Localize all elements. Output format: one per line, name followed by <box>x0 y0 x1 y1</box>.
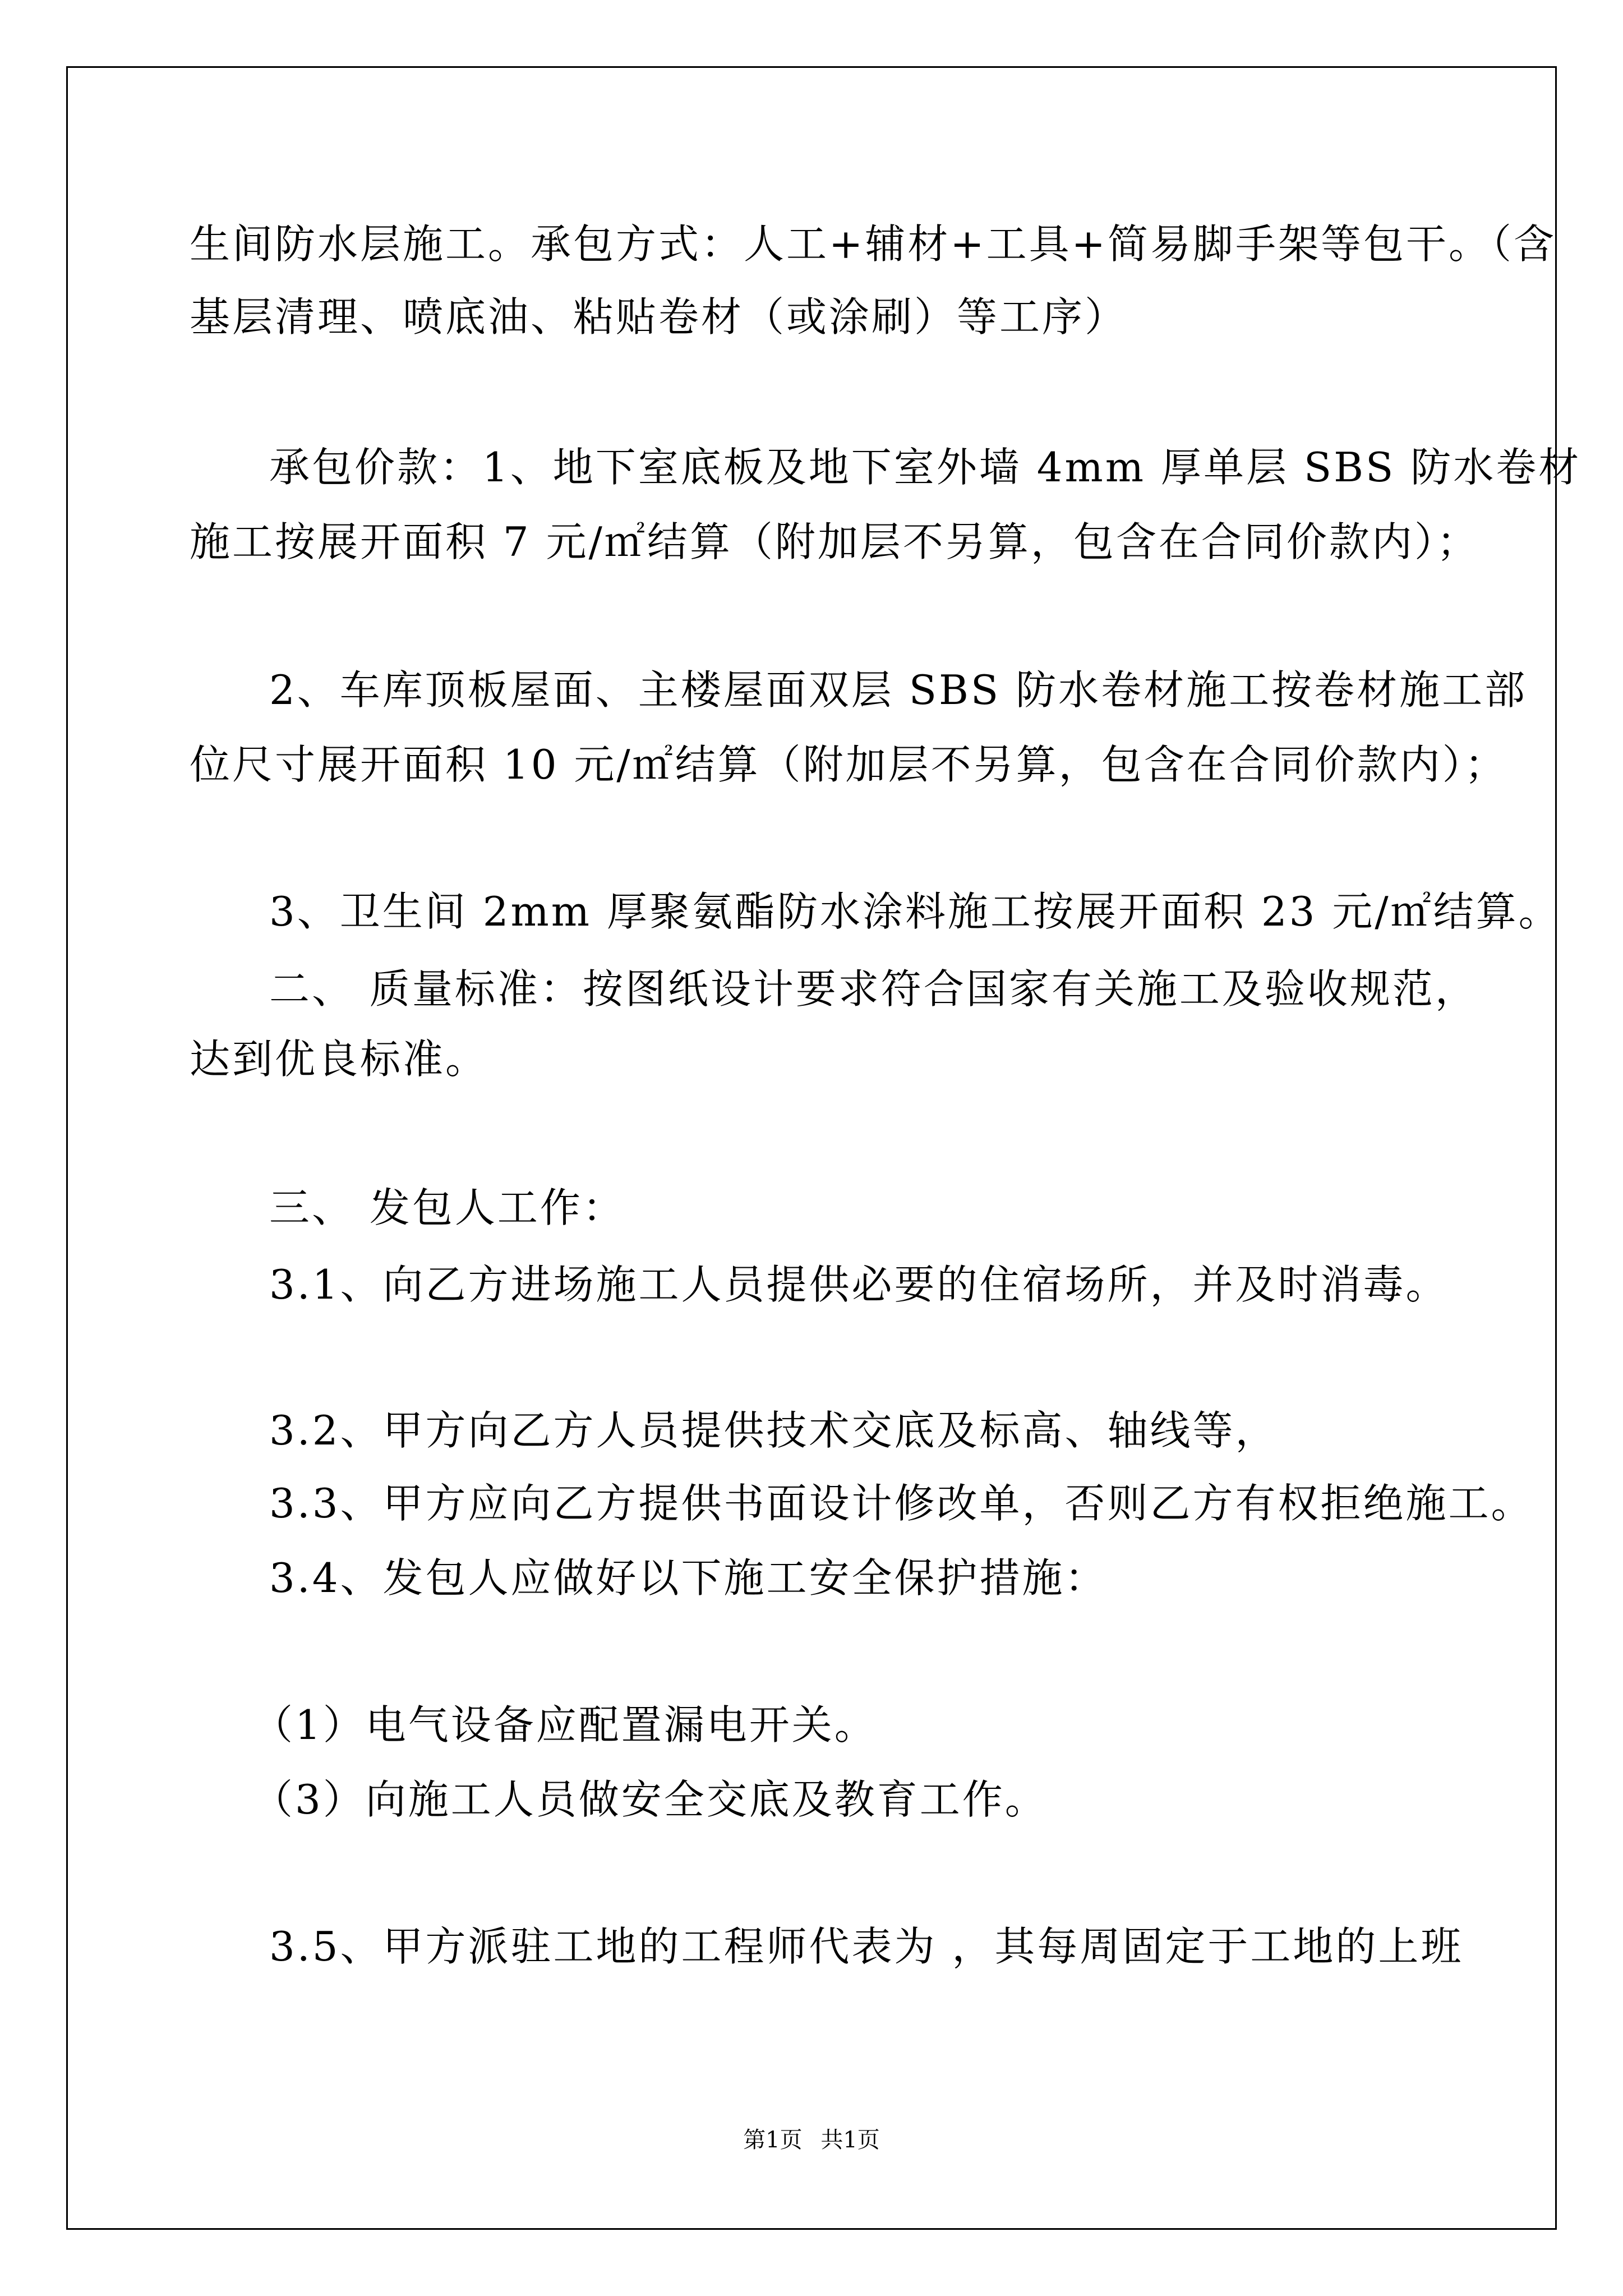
text-line: 3.5、甲方派驻工地的工程师代表为 ，其每周固定于工地的上班 <box>269 1923 1464 1970</box>
text-line: 2、车库顶板屋面、主楼屋面双层 SBS 防水卷材施工按卷材施工部 <box>269 666 1528 714</box>
text-line: 达到优良标准。 <box>190 1036 488 1083</box>
page-total: 共1页 <box>820 2127 880 2153</box>
text-line: （1）电气设备应配置漏电开关。 <box>252 1701 877 1749</box>
text-line: 二、 质量标准：按图纸设计要求符合国家有关施工及验收规范， <box>269 965 1478 1013</box>
text-line: 3.2、甲方向乙方人员提供技术交底及标高、轴线等， <box>269 1407 1278 1454</box>
page-border <box>66 66 1557 2230</box>
page-footer <box>0 2123 1623 2157</box>
text-line: 3.4、发包人应做好以下施工安全保护措施： <box>269 1554 1108 1602</box>
text-line: 3、卫生间 2mm 厚聚氨酯防水涂料施工按展开面积 23 元/㎡结算。 <box>269 888 1561 935</box>
text-line: 3.1、向乙方进场施工人员提供必要的住宿场所，并及时消毒。 <box>269 1261 1449 1308</box>
text-line: （3）向施工人员做安全交底及教育工作。 <box>252 1776 1048 1823</box>
text-line: 承包价款：1、地下室底板及地下室外墙 4mm 厚单层 SBS 防水卷材 <box>269 444 1581 491</box>
text-line: 位尺寸展开面积 10 元/㎡结算（附加层不另算，包含在合同价款内）； <box>190 741 1507 788</box>
text-line: 基层清理、喷底油、粘贴卷材（或涂刷）等工序） <box>190 293 1128 341</box>
text-line: 3.3、甲方应向乙方提供书面设计修改单，否则乙方有权拒绝施工。 <box>269 1480 1534 1527</box>
text-line: 生间防水层施工。承包方式：人工+辅材+工具+简易脚手架等包干。（含 <box>190 220 1556 268</box>
text-line: 施工按展开面积 7 元/㎡结算（附加层不另算，包含在合同价款内）； <box>190 518 1479 565</box>
section-heading: 三、 发包人工作： <box>269 1184 625 1231</box>
page-number: 第1页 <box>743 2127 803 2153</box>
